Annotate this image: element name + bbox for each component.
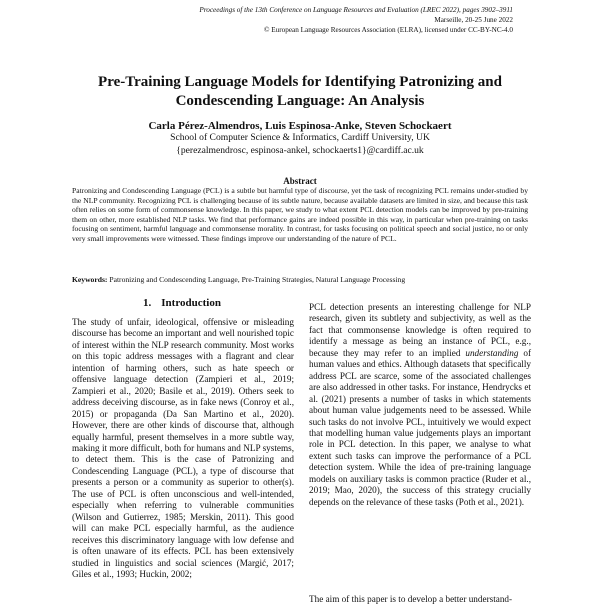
proceedings-header xyxy=(183,5,513,36)
proceedings-line: Proceedings of the 13th Conference on Language Resources and Evaluation (LREC 2022), pages 3902–3911 xyxy=(199,6,513,14)
right-column-text xyxy=(309,302,531,508)
location-date-line: Marseille, 20-25 June 2022 xyxy=(434,16,513,25)
keywords-line xyxy=(72,275,528,285)
right-column-emphasis: understanding xyxy=(465,347,519,358)
right-column-part-b: of human values and ethics. Although datasets that specifically address PCL are scarce, some of the associated challenges are also addressed in other tasks. For instance, Hendrycks et al. (2021) presents a number of tasks in which statements about human value judgements need to be assessed. While such tasks do not involve PCL, intuitively we would expect that modelling human value judgements plays an important role in PCL detection. In this paper, we analyse to what extent such tasks can improve the performance of a PCL detection system. While the idea of pre-training language models on auxiliary tasks is common practice (Ruder et al., 2019; Mao, 2020), the success of this strategy crucially depends on the relevance of these tasks (Poth et al., 2021). xyxy=(309,347,532,507)
section-number: 1. xyxy=(143,297,152,309)
keywords-text: Patronizing and Condescending Language, Pre-Training Strategies, Natural Language Processing xyxy=(109,275,406,284)
affiliation: School of Computer Science & Informatics, Cardiff University, UK xyxy=(170,132,430,143)
author-affiliation-block xyxy=(60,132,540,157)
keywords-label: Keywords: xyxy=(72,275,108,284)
abstract-text: Patronizing and Condescending Language (PCL) is a subtle but harmful type of discourse, yet the task of recognizing PCL remains under-studied by the NLP community. Recognizing PCL is challenging because of its subtle nature, because available datasets are limited in size, and because this task often relies on some form of commonsense knowledge. In this paper, we study to what extent PCL detection models can be improved by pre-training them on other, more established NLP tasks. We find that performance gains are indeed possible in this way, in particular when pre-training on tasks focusing on sentiment, harmful language and commonsense morality. In contrast, for tasks focusing on political speech and social justice, no or only very small improvements were witnessed. These findings improve our understanding of the nature of PCL. xyxy=(72,186,528,243)
right-column-part-a: PCL detection presents an interesting challenge for NLP research, given its subtlety and subjectivity, as well as the fact that commonsense knowledge is often required to identify a message as being an instance of PCL, e.g., because they may refer to an implied xyxy=(309,302,531,358)
left-column-text: The study of unfair, ideological, offensive or misleading discourse has become an important and well nourished topic of interest within the NLP research community. Most works on this topic address messages with a flagrant and clear intention of harming others, such as hate speech or offensive language detection (Zampieri et al., 2019; Zampieri et al., 2020; Basile et al., 2019). Others seek to address deceiving discourse, as in fake news (Conroy et al., 2015) or propaganda (Da San Martino et al., 2020). However, there are other kinds of discourse that, although equally harmful, present themselves in a more subtle way, making it more difficult, both for humans and NLP systems, to detect them. This is the case of Patronizing and Condescending Language (PCL), a type of discourse that presents a person or a community as superior to other(s). The use of PCL is often unconscious and well-intended, especially when referring to vulnerable communities (Wilson and Gutierrez, 1985; Merskin, 2011). This good will can make PCL especially harmful, as the audience receives this discriminatory language with low defense and is often unaware of its effects. PCL has been extensively studied in linguistics and social sciences (Margić, 2017; Giles et al., 1993; Huckin, 2002; xyxy=(72,317,294,579)
abstract-heading: Abstract xyxy=(283,176,317,186)
license-line: © European Language Resources Association (ELRA), licensed under CC-BY-NC-4.0 xyxy=(264,26,513,35)
section-heading xyxy=(72,297,292,309)
paper-title: Pre-Training Language Models for Identifying Patronizing and Condescending Language: An Analysis xyxy=(98,74,502,109)
author-emails: {perezalmendrosc, espinosa-ankel, schockaerts1}@cardiff.ac.uk xyxy=(176,144,424,156)
paper-authors: Carla Pérez-Almendros, Luis Espinosa-Anke, Steven Schockaert xyxy=(148,120,452,132)
section-title: Introduction xyxy=(161,297,221,309)
right-column-next-paragraph: The aim of this paper is to develop a better understand- xyxy=(309,594,513,604)
